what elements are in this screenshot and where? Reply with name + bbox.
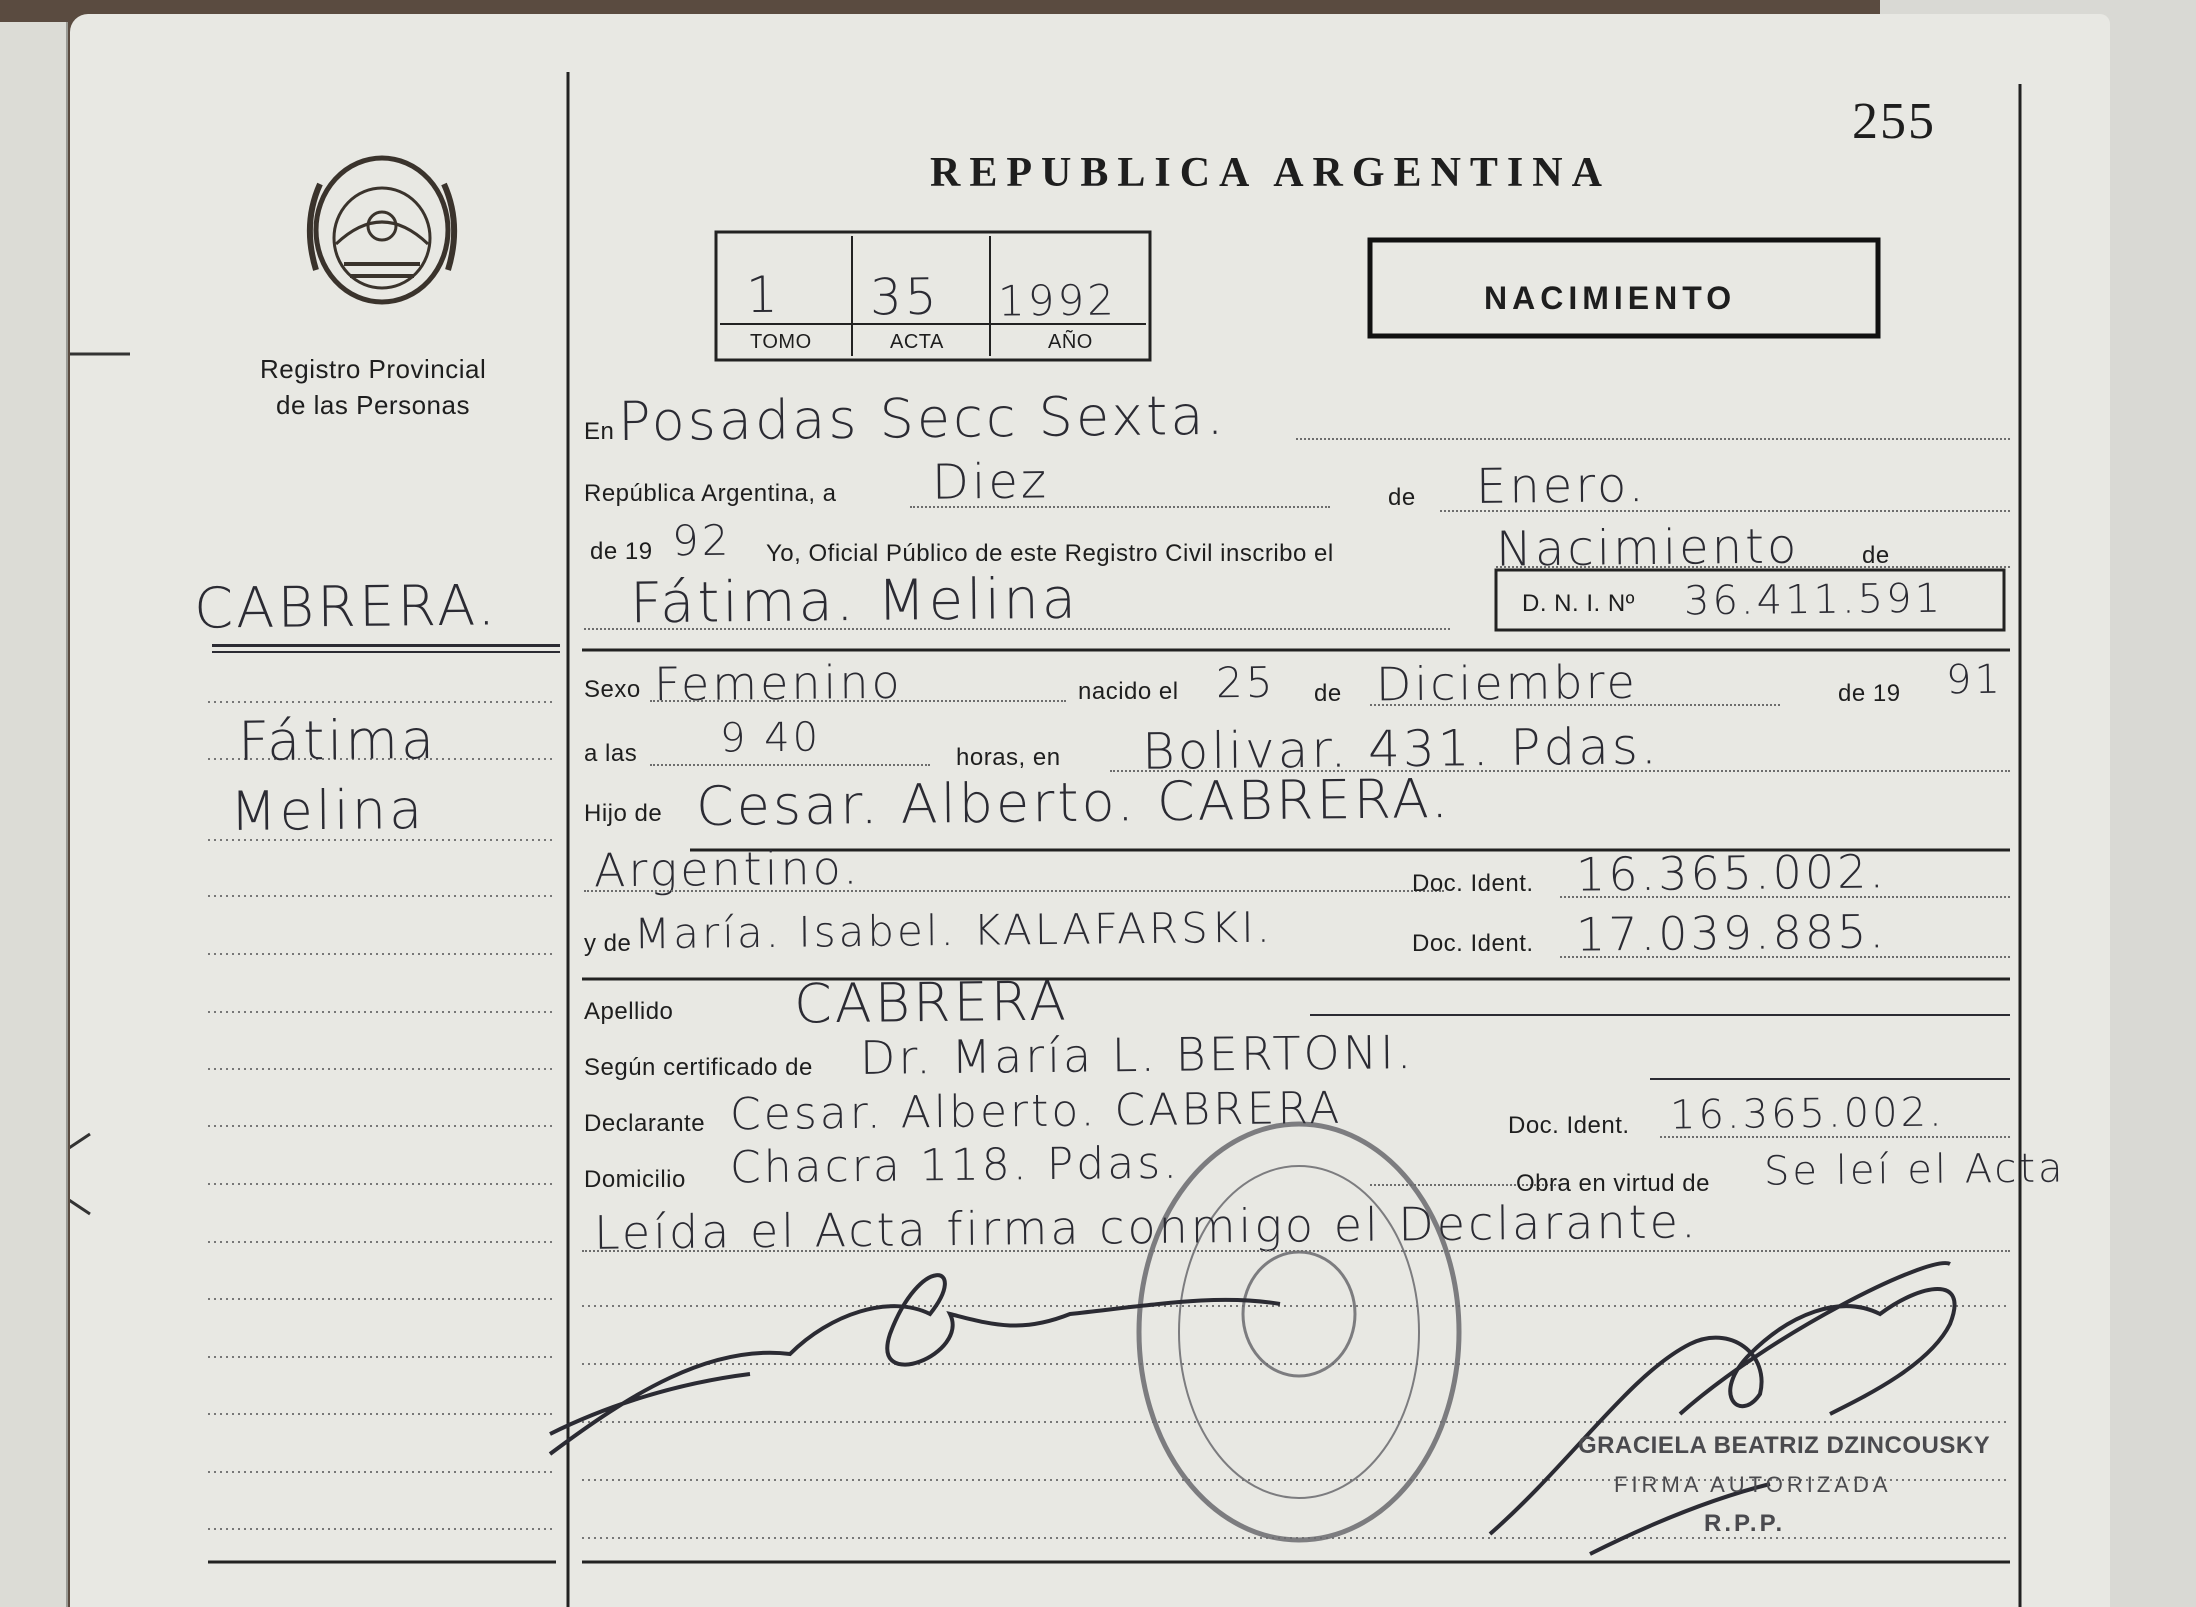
father-doc: 16.365.002. [1575, 844, 1888, 902]
de-label: de [1388, 484, 1416, 511]
dni-value: 36.411.591 [1683, 575, 1944, 625]
agency-line1: Registro Provincial [260, 354, 487, 384]
obra-label: Obra en virtud de [1516, 1170, 1710, 1197]
margin-surname: CABRERA. [193, 573, 499, 642]
previous-page [0, 22, 68, 1607]
father-name: Cesar. Alberto. CABRERA. [695, 767, 1452, 838]
authority-name: GRACIELA BEATRIZ DZINCOUSKY [1578, 1432, 1991, 1459]
birth-time: 9 40 [719, 714, 822, 762]
acta-value: 35 [869, 267, 940, 327]
year-prefix: de 19 [590, 538, 653, 565]
segun-label: Según certificado de [584, 1054, 813, 1081]
dni-label: D. N. I. Nº [1522, 590, 1635, 617]
nacido-label: nacido el [1078, 678, 1179, 705]
anio-label: AÑO [1048, 331, 1093, 353]
father-nationality: Argentino. [593, 840, 861, 898]
mother-doc-label: Doc. Ident. [1412, 930, 1534, 957]
birth-month: Diciembre [1375, 654, 1639, 712]
authority-role: FIRMA AUTORIZADA [1614, 1472, 1892, 1497]
day-words: Diez [931, 453, 1050, 511]
anio-value: 1992 [997, 275, 1118, 326]
yde-label: y de [584, 930, 632, 957]
country-title: REPUBLICA ARGENTINA [930, 150, 1611, 196]
birth-certificate-page [70, 14, 2110, 1607]
tomo-value: 1 [745, 265, 782, 325]
inscribe-text: Yo, Oficial Público de este Registro Civil inscribo el [766, 540, 1334, 567]
declarante-doc-label: Doc. Ident. [1508, 1112, 1630, 1139]
birth-year-suffix: 91 [1945, 656, 2004, 704]
tomo-label: TOMO [750, 331, 812, 353]
a-las-label: a las [584, 740, 638, 767]
declarante-value: Cesar. Alberto. CABRERA [729, 1082, 1343, 1141]
obra-value: Se leí el Acta [1763, 1145, 2066, 1195]
birth-de-label: de [1314, 680, 1342, 707]
birth-place: Bolivar. 431. Pdas. [1141, 717, 1661, 781]
hijo-label: Hijo de [584, 800, 663, 827]
domicilio-value: Chacra 118. Pdas. [729, 1137, 1181, 1194]
province-emblem [310, 158, 454, 302]
closing-text: Leída el Acta firma conmigo el Declarante. [593, 1194, 1699, 1260]
page-number: 255 [1852, 93, 1936, 150]
sexo-label: Sexo [584, 676, 641, 703]
place-value: Posadas Secc Sexta. [617, 383, 1227, 454]
republica-label: República Argentina, a [584, 480, 837, 507]
declarante-label: Declarante [584, 1110, 706, 1137]
certificado-value: Dr. María L. BERTONI. [859, 1025, 1415, 1085]
de-label-2: de [1862, 542, 1890, 569]
apellido-label: Apellido [584, 998, 674, 1025]
margin-given1: Fátima [237, 707, 438, 774]
birth-day: 25 [1215, 657, 1276, 708]
margin-given2: Melina [229, 777, 426, 844]
agency-line2: de las Personas [276, 390, 470, 420]
record-type: NACIMIENTO [1484, 280, 1737, 316]
mother-doc: 17.039.885. [1575, 904, 1888, 962]
mother-name: María. Isabel. KALAFARSKI. [633, 902, 1274, 959]
act-type: Nacimiento [1495, 518, 1800, 578]
acta-label: ACTA [890, 331, 944, 353]
birth-year-prefix: de 19 [1838, 680, 1901, 707]
month-value: Enero. [1475, 457, 1648, 515]
official-stamp [1139, 1124, 1459, 1540]
declarante-doc: 16.365.002. [1669, 1089, 1945, 1139]
sexo-value: Femenino [653, 654, 903, 712]
domicilio-label: Domicilio [584, 1166, 686, 1193]
authority-abbr: R.P.P. [1704, 1510, 1786, 1537]
year-suffix: 92 [671, 515, 732, 566]
father-doc-label: Doc. Ident. [1412, 870, 1534, 897]
en-label: En [584, 418, 615, 445]
apellido-value: CABRERA [793, 969, 1070, 1036]
child-name: Fátima. Melina [629, 566, 1080, 637]
horas-label: horas, en [956, 744, 1061, 771]
